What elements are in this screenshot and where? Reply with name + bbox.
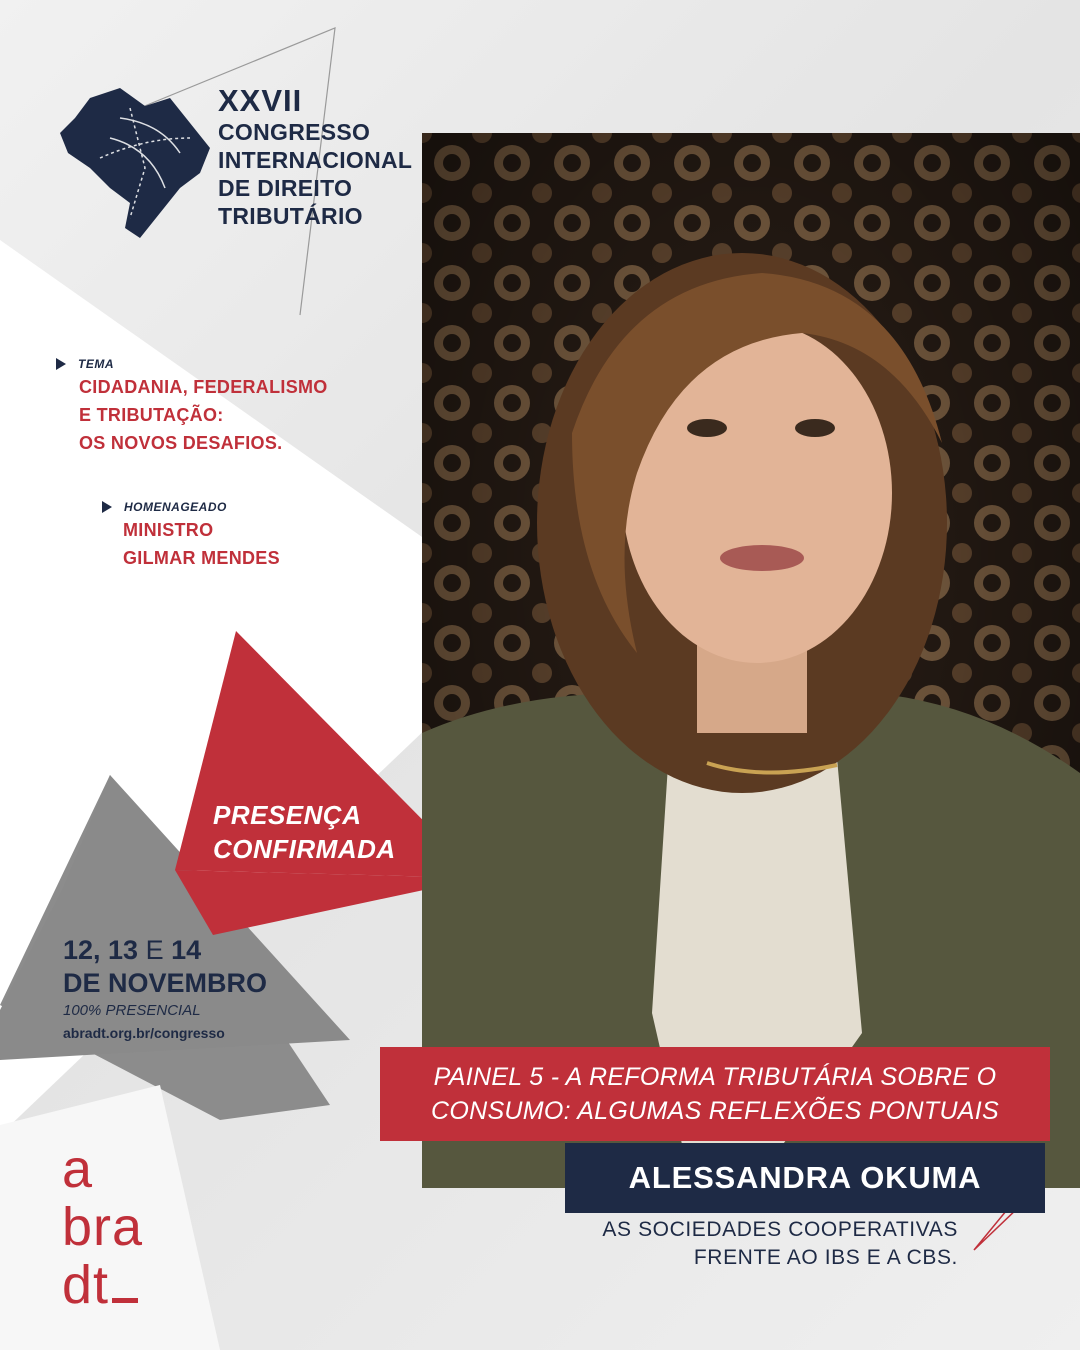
speaker-portrait-illustration — [422, 133, 1080, 1188]
days-part-a: 12, 13 — [63, 935, 139, 965]
title-line-3: DE DIREITO — [218, 175, 353, 201]
brand-line-3-wrap — [62, 1256, 143, 1314]
presence-confirmed-text — [213, 798, 396, 866]
dates-month: DE NOVEMBRO — [63, 968, 268, 998]
panel-banner — [380, 1047, 1050, 1141]
brand-underscore — [112, 1298, 138, 1303]
brand-line-2: bra — [62, 1197, 144, 1257]
theme-line-2: E TRIBUTAÇÃO: — [79, 405, 224, 425]
theme-label: TEMA — [78, 357, 114, 371]
honoree-line-1: MINISTRO — [123, 520, 214, 540]
days-connector: E — [138, 935, 172, 965]
brazil-map-icon — [50, 78, 220, 248]
brand-line-3: dt — [62, 1255, 110, 1315]
topic-line-1: AS SOCIEDADES COOPERATIVAS — [602, 1218, 958, 1241]
abradt-logo — [62, 1140, 143, 1314]
honoree-section — [102, 500, 280, 570]
title-line-1: CONGRESSO — [218, 119, 371, 145]
brand-line-1: a — [62, 1139, 94, 1199]
dates-days — [63, 934, 267, 967]
theme-line-3: OS NOVOS DESAFIOS. — [79, 433, 283, 453]
theme-section — [56, 357, 328, 455]
panel-line-2: CONSUMO: ALGUMAS REFLEXÕES PONTUAIS — [430, 1097, 999, 1125]
panel-line-1: PAINEL 5 - A REFORMA TRIBUTÁRIA SOBRE O — [433, 1063, 997, 1091]
speaker-topic — [602, 1216, 958, 1272]
title-line-4: TRIBUTÁRIO — [218, 203, 363, 229]
title-line-2: INTERNACIONAL — [218, 147, 413, 173]
topic-line-2: FRENTE AO IBS E A CBS. — [693, 1246, 958, 1269]
play-triangle-icon — [56, 358, 66, 370]
theme-line-1: CIDADANIA, FEDERALISMO — [79, 377, 328, 397]
event-url[interactable]: abradt.org.br/congresso — [63, 1025, 225, 1041]
edition-number: XXVII — [218, 83, 303, 118]
presence-line-1: PRESENÇA — [213, 800, 362, 830]
presence-line-2: CONFIRMADA — [213, 834, 396, 864]
event-dates — [63, 934, 267, 1044]
honoree-line-2: GILMAR MENDES — [123, 548, 280, 568]
honoree-label: HOMENAGEADO — [124, 500, 227, 514]
speaker-name: ALESSANDRA OKUMA — [628, 1160, 982, 1195]
speaker-name-banner — [565, 1143, 1045, 1213]
event-mode: 100% PRESENCIAL — [63, 1002, 201, 1019]
play-triangle-icon — [102, 501, 112, 513]
congress-title — [218, 84, 412, 230]
speaker-photo — [422, 133, 1080, 1188]
days-part-b: 14 — [171, 935, 202, 965]
